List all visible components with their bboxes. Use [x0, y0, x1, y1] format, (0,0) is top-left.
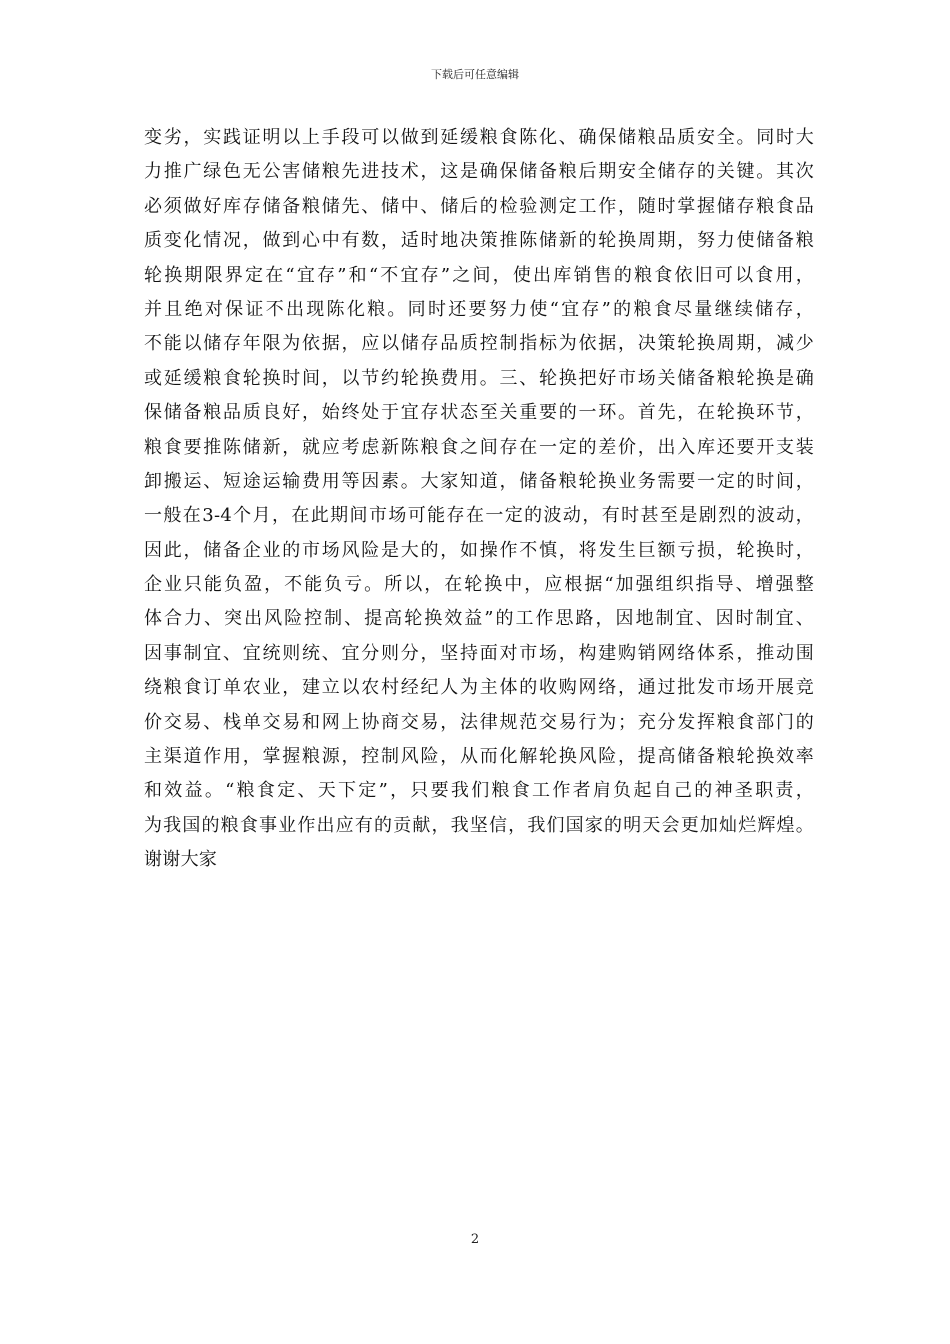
text-line: 卸搬运、短途运输费用等因素。大家知道，储备粮轮换业务需要一定的时间， [144, 470, 814, 492]
text-line: 和效益。“粮食定、天下定”，只要我们粮食工作者肩负起自己的神圣职责， [144, 780, 814, 802]
text-line: 质变化情况，做到心中有数，适时地决策推陈储新的轮换周期，努力使储备粮 [144, 230, 814, 252]
text-line: 主渠道作用，掌握粮源，控制风险，从而化解轮换风险，提高储备粮轮换效率 [144, 746, 814, 768]
text-line: 粮食要推陈储新，就应考虑新陈粮食之间存在一定的差价，出入库还要开支装 [144, 436, 814, 458]
page-header: 下载后可任意编辑 [431, 68, 519, 81]
text-line: 变劣，实践证明以上手段可以做到延缓粮食陈化、确保储粮品质安全。同时大 [144, 127, 814, 148]
text-line: 体合力、突出风险控制、提高轮换效益”的工作思路，因地制宜、因时制宜、 [144, 608, 814, 630]
text-line: 为我国的粮食事业作出应有的贡献，我坚信，我们国家的明天会更加灿烂辉煌。 [144, 814, 814, 836]
text-line: 或延缓粮食轮换时间，以节约轮换费用。三、轮换把好市场关储备粮轮换是确 [144, 367, 814, 389]
text-line: 价交易、栈单交易和网上协商交易，法律规范交易行为；充分发挥粮食部门的 [144, 711, 814, 733]
text-line: 谢谢大家 [144, 849, 218, 871]
text-line: 并且绝对保证不出现陈化粮。同时还要努力使“宜存”的粮食尽量继续储存， [144, 298, 814, 320]
text-line: 一般在3-4个月，在此期间市场可能存在一定的波动，有时甚至是剧烈的波动， [144, 505, 814, 527]
text-line: 企业只能负盈，不能负亏。所以，在轮换中，应根据“加强组织指导、增强整 [144, 574, 814, 596]
text-line: 不能以储存年限为依据，应以储存品质控制指标为依据，决策轮换周期，减少 [144, 333, 814, 355]
text-line: 轮换期限界定在“宜存”和“不宜存”之间，使出库销售的粮食依旧可以食用， [144, 264, 814, 286]
text-line: 力推广绿色无公害储粮先进技术，这是确保储备粮后期安全储存的关键。其次 [144, 161, 814, 183]
text-line: 因此，储备企业的市场风险是大的，如操作不慎，将发生巨额亏损，轮换时， [144, 539, 814, 561]
body-text [144, 121, 814, 878]
text-line: 绕粮食订单农业，建立以农村经纪人为主体的收购网络，通过批发市场开展竞 [144, 677, 814, 699]
page-number: 2 [470, 1232, 480, 1247]
text-line: 必须做好库存储备粮储先、储中、储后的检验测定工作，随时掌握储存粮食品 [144, 195, 814, 217]
text-line: 保储备粮品质良好，始终处于宜存状态至关重要的一环。首先，在轮换环节， [144, 402, 814, 424]
text-line: 因事制宜、宜统则统、宜分则分，坚持面对市场，构建购销网络体系，推动围 [144, 642, 814, 664]
